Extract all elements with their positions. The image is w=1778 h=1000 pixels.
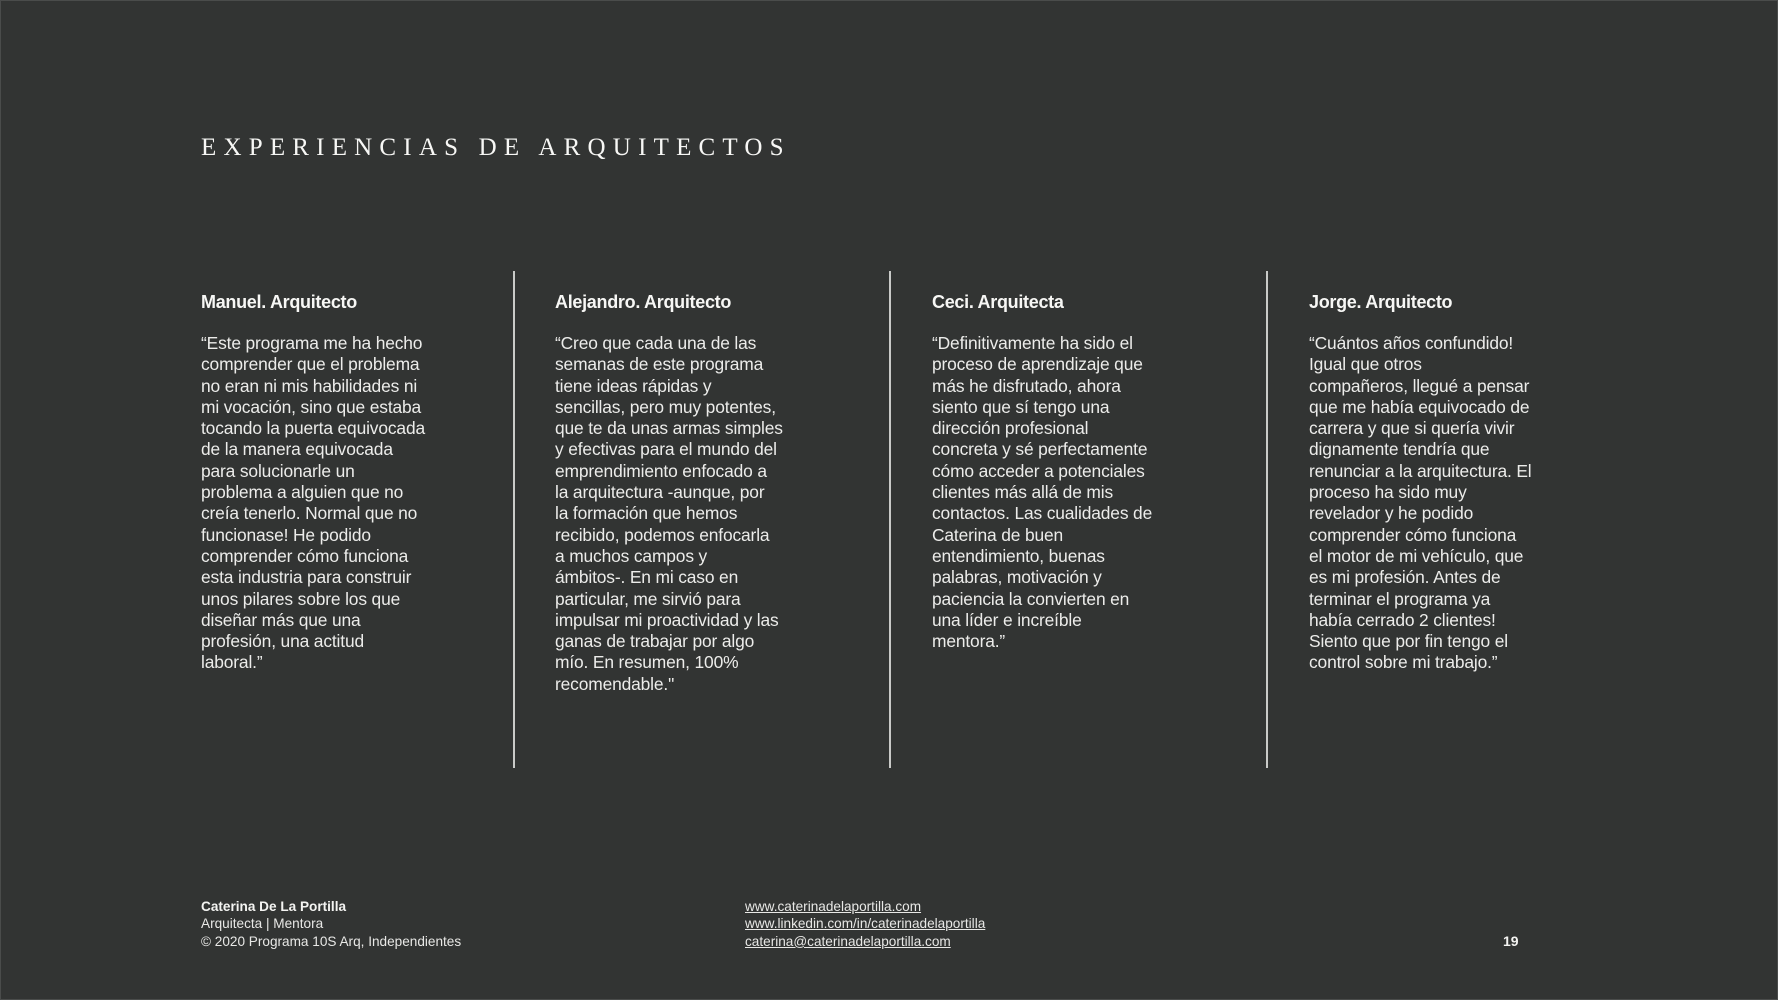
- testimonial-card: [201, 292, 501, 674]
- testimonial-author: Jorge. Arquitecto: [1309, 292, 1453, 312]
- page-title: EXPERIENCIAS DE ARQUITECTOS: [201, 134, 791, 161]
- testimonial-quote: “Este programa me ha hecho comprender que el problema no eran ni mis habilidades ni mi vocación, sino que estaba tocando la puerta equivocada de la manera equivocada para solucionarle un problema a alguien que no creía tenerlo. Normal que no funcionase! He podido comprender cómo funciona esta industria para construir unos pilares sobre los que diseñar más que una profesión, una actitud laboral.”: [201, 333, 425, 673]
- testimonial-quote: “Cuántos años confundido! Igual que otros compañeros, llegué a pensar que me había equivocado de carrera y que si quería vivir dignamente tendría que renunciar a la arquitectura. El proceso ha sido muy revelador y he podido comprender cómo funciona el motor de mi vehículo, que es mi profesión. Antes de terminar el programa ya había cerrado 2 clientes! Siento que por fin tengo el control sobre mi trabajo.”: [1309, 333, 1532, 673]
- testimonial-quote: “Creo que cada una de las semanas de este programa tiene ideas rápidas y sencillas, pero muy potentes, que te da unas armas simples y efectivas para el mundo del emprendimiento enfocado a la arquitectura -aunque, por la formación que hemos recibido, podemos enfocarla a muchos campos y ámbitos-. En mi caso en particular, me sirvió para impulsar mi proactividad y las ganas de trabajar por algo mío. En resumen, 100% recomendable.": [555, 333, 783, 694]
- column-divider: [889, 271, 891, 768]
- testimonial-quote: “Definitivamente ha sido el proceso de aprendizaje que más he disfrutado, ahora siento que sí tengo una dirección profesional concreta y sé perfectamente cómo acceder a potenciales clientes más allá de mis contactos. Las cualidades de Caterina de buen entendimiento, buenas palabras, motivación y paciencia la convierten en una líder e increíble mentora.”: [932, 333, 1153, 652]
- testimonial-card: [1309, 292, 1609, 674]
- testimonial-author: Alejandro. Arquitecto: [555, 292, 732, 312]
- footer-links: [745, 898, 985, 950]
- testimonial-card: [932, 292, 1232, 652]
- footer-author-role: Arquitecta | Mentora: [201, 916, 324, 932]
- footer-author-block: [201, 898, 461, 950]
- footer-author-name: Caterina De La Portilla: [201, 899, 347, 914]
- testimonial-author: Manuel. Arquitecto: [201, 292, 357, 312]
- column-divider: [1266, 271, 1268, 768]
- testimonial-card: [555, 292, 855, 695]
- linkedin-link[interactable]: www.linkedin.com/in/caterinadelaportilla: [745, 916, 986, 932]
- page-number: 19: [1503, 933, 1519, 949]
- column-divider: [513, 271, 515, 768]
- footer-copyright: © 2020 Programa 10S Arq, Independientes: [201, 933, 462, 949]
- email-link[interactable]: caterina@caterinadelaportilla.com: [745, 933, 951, 949]
- website-link[interactable]: www.caterinadelaportilla.com: [745, 899, 922, 914]
- testimonial-author: Ceci. Arquitecta: [932, 292, 1064, 312]
